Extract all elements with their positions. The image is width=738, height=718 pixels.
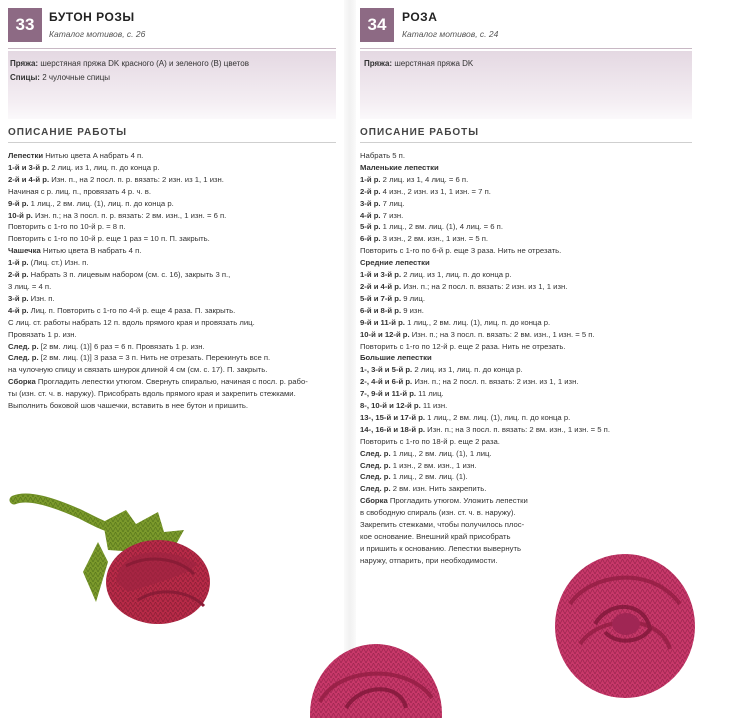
instruction-row-label: След. р.	[8, 341, 39, 351]
materials-panel	[8, 51, 336, 119]
instruction-row-label: 1-й и 3-й р.	[8, 162, 50, 172]
instruction-line	[360, 471, 610, 483]
instruction-line	[8, 341, 308, 353]
section-heading: ОПИСАНИЕ РАБОТЫ	[360, 127, 480, 138]
instruction-row-text: 1 лиц., 2 вм. лиц. (1).	[390, 472, 468, 482]
instruction-line	[360, 460, 610, 472]
instruction-row-label: 6-й р.	[360, 234, 381, 244]
instruction-line	[360, 507, 610, 519]
instruction-row-text: 2 вм. изн. Нить закрепить.	[390, 484, 487, 494]
instruction-row-label: 4-й р.	[8, 305, 29, 315]
instruction-row-label: Лепестки	[8, 151, 44, 160]
rose-photo-partial	[306, 638, 446, 718]
instruction-row-text: Набрать 5 п.	[360, 151, 405, 160]
instruction-line	[360, 364, 610, 376]
book-gutter	[344, 0, 356, 718]
instruction-row-text: 1 лиц., 2 вм. лиц. (1), лиц. п. до конца р.	[425, 412, 571, 422]
instruction-row-text: Нитью цвета A набрать 4 п.	[43, 151, 144, 160]
instruction-row-label: 9-й и 11-й р.	[360, 317, 405, 327]
section-divider	[8, 142, 336, 143]
pattern-number: 33	[15, 15, 35, 34]
instruction-row-text: 11 изн.	[420, 401, 448, 411]
instruction-row-label: 7-, 9-й и 11-й р.	[360, 389, 417, 399]
instruction-row-label: 10-й р.	[8, 210, 33, 220]
instruction-row-text: 3 изн., 2 вм. изн., 1 изн. = 5 п.	[380, 234, 489, 244]
instruction-row-text: [2 вм. лиц. (1)] 6 раз = 6 п. Провязать 1 р. изн.	[38, 341, 205, 351]
instruction-row-text: 2 лиц. из 1, лиц. п. до конца р.	[412, 365, 523, 375]
instruction-row-label: 2-й р.	[8, 270, 29, 280]
instruction-row-text: и пришить к основанию. Лепестки вывернуть	[360, 543, 521, 553]
instruction-line	[8, 376, 308, 388]
instruction-row-text: 9 изн.	[401, 305, 424, 315]
instruction-row-text: на чулочную спицу и связать шнурок длиной 4 см (см. с. 17). П. закрыть.	[8, 365, 268, 375]
instruction-row-label: 10-й и 12-й р.	[360, 329, 410, 339]
instruction-line	[360, 269, 610, 281]
instruction-row-text: [2 вм. лиц. (1)] 3 раза = 3 п. Нить не отрезать. Перекинуть все п.	[38, 353, 271, 363]
instruction-line	[360, 162, 610, 174]
instruction-line	[360, 412, 610, 424]
instruction-line	[360, 210, 610, 222]
instruction-row-text: 2 лиц. из 1, лиц. п. до конца р.	[49, 162, 160, 172]
instruction-row-label: Средние лепестки	[360, 258, 430, 268]
instruction-line	[8, 281, 308, 293]
instruction-row-label: Сборка	[360, 496, 388, 506]
materials-panel	[360, 51, 692, 119]
instruction-line	[360, 150, 610, 162]
instruction-line	[360, 376, 610, 388]
instruction-line	[8, 400, 308, 412]
instruction-line	[360, 293, 610, 305]
instruction-line	[360, 317, 610, 329]
instruction-row-text: 1 лиц., 2 вм. лиц. (1), 4 лиц. = 6 п.	[380, 222, 503, 232]
instruction-row-label: 3-й р.	[360, 198, 381, 208]
instruction-row-text: (Лиц. ст.) Изн. п.	[28, 258, 89, 268]
instruction-row-text: Повторить с 1-го по 10-й р. еще 1 раз = 10 п. П. закрыть.	[8, 234, 210, 244]
pattern-number-badge	[360, 8, 394, 42]
instruction-line	[360, 257, 610, 269]
instruction-row-text: 1 лиц., 2 вм. лиц. (1), лиц. п. до конца р.	[28, 198, 174, 208]
instruction-line	[8, 269, 308, 281]
instruction-row-text: 9 лиц.	[401, 293, 425, 303]
instruction-row-text: Изн. п., на 2 посл. п. р. вязать: 2 изн. из 1, 1 изн.	[49, 174, 224, 184]
pattern-number-badge	[8, 8, 42, 42]
instruction-line	[360, 483, 610, 495]
instructions-text	[8, 150, 308, 412]
instruction-row-text: Изн. п.; на 2 посл. п. вязать: 2 изн. из 1, 1 изн.	[412, 377, 579, 387]
instruction-row-label: 13-, 15-й и 17-й р.	[360, 412, 426, 422]
instruction-row-label: 5-й р.	[360, 222, 381, 232]
instruction-row-text: Прогладить утюгом. Уложить лепестки	[387, 496, 528, 506]
instruction-row-text: Повторить с 1-го по 10-й р. = 8 п.	[8, 222, 126, 232]
instruction-line	[8, 388, 308, 400]
instruction-row-label: След. р.	[360, 448, 391, 458]
instruction-row-text: Изн. п.	[28, 293, 55, 303]
instruction-row-text: Повторить с 1-го по 18-й р. еще 2 раза.	[360, 436, 500, 446]
instruction-line	[360, 281, 610, 293]
rose-photo	[550, 544, 700, 704]
instruction-row-label: 3-й р.	[8, 293, 29, 303]
instruction-row-label: След. р.	[360, 472, 391, 482]
instruction-row-label: 9-й р.	[8, 198, 29, 208]
needles-spec: Спицы: 2 чулочные спицы	[10, 73, 111, 82]
instruction-row-label: След. р.	[360, 484, 391, 494]
instruction-line	[8, 186, 308, 198]
instruction-row-text: Начиная с р. лиц. п., провязать 4 р. ч. в.	[8, 186, 151, 196]
instruction-row-label: 2-й и 4-й р.	[360, 281, 402, 291]
instruction-line	[360, 198, 610, 210]
instruction-line	[8, 210, 308, 222]
instruction-row-text: Нитью цвета B набрать 4 п.	[40, 246, 142, 256]
instruction-line	[360, 186, 610, 198]
instruction-line	[8, 198, 308, 210]
instruction-row-label: 1-, 3-й и 5-й р.	[360, 365, 413, 375]
instruction-line	[8, 364, 308, 376]
instruction-line	[8, 245, 308, 257]
instruction-row-label: 5-й и 7-й р.	[360, 293, 402, 303]
instruction-row-text: Изн. п.; на 3 посл. п. вязать: 2 вм. изн., 1 изн. = 5 п.	[425, 424, 610, 434]
instruction-row-text: 2 лиц. из 1, лиц. п. до конца р.	[401, 270, 512, 280]
instruction-line	[8, 293, 308, 305]
instruction-line	[360, 424, 610, 436]
instruction-line	[8, 305, 308, 317]
instruction-row-text: Изн. п.; на 2 посл. п. вязать: 2 изн. из 1, 1 изн.	[401, 281, 568, 291]
yarn-spec: Пряжа: шерстяная пряжа DK красного (A) и зеленого (B) цветов	[10, 59, 249, 68]
instruction-row-text: С лиц. ст. работы набрать 12 п. вдоль прямого края и провязать лиц.	[8, 317, 255, 327]
instruction-row-text: 4 изн., 2 изн. из 1, 1 изн. = 7 п.	[380, 186, 491, 196]
section-heading: ОПИСАНИЕ РАБОТЫ	[8, 127, 128, 138]
instruction-row-label: Большие лепестки	[360, 353, 432, 363]
instruction-line	[360, 448, 610, 460]
instruction-row-label: 1-й р.	[360, 174, 381, 184]
yarn-spec: Пряжа: шерстяная пряжа DK	[364, 59, 474, 68]
rosebud-photo	[8, 482, 218, 637]
instruction-row-text: Провязать 1 р. изн.	[8, 329, 77, 339]
instruction-line	[360, 519, 610, 531]
section-divider	[360, 142, 692, 143]
instruction-row-text: 2 лиц. из 1, 4 лиц. = 6 п.	[380, 174, 469, 184]
pattern-title: РОЗА	[402, 10, 438, 24]
instruction-row-label: 1-й р.	[8, 258, 29, 268]
header-divider	[360, 48, 692, 49]
instruction-line	[8, 162, 308, 174]
instruction-row-text: наружу, отпарить, при необходимости.	[360, 555, 498, 565]
instruction-row-label: 6-й и 8-й р.	[360, 305, 402, 315]
instruction-row-label: Маленькие лепестки	[360, 162, 439, 172]
instruction-row-text: 7 лиц.	[380, 198, 405, 208]
instruction-row-text: Изн. п.; на 3 посл. п. вязать: 2 вм. изн., 1 изн. = 5 п.	[409, 329, 595, 339]
instruction-row-text: Выполнить боковой шов чашечки, вставить в нее бутон и пришить.	[8, 401, 248, 411]
instruction-line	[360, 388, 610, 400]
instruction-row-text: 1 изн., 2 вм. изн., 1 изн.	[390, 460, 477, 470]
instruction-row-text: Повторить с 1-го по 12-й р. еще 2 раза. Нить не отрезать.	[360, 341, 566, 351]
instruction-line	[360, 233, 610, 245]
instruction-line	[8, 233, 308, 245]
instruction-row-text: 7 изн.	[380, 210, 404, 220]
instruction-row-label: 14-, 16-й и 18-й р.	[360, 424, 426, 434]
instruction-line	[360, 305, 610, 317]
catalog-reference: Каталог мотивов, с. 26	[49, 29, 146, 39]
instruction-row-text: кое основание. Внешний край присобрать	[360, 532, 511, 541]
instruction-row-text: Лиц. п. Повторить с 1-го по 4-й р. еще 4 раза. П. закрыть.	[28, 305, 236, 315]
instruction-line	[8, 329, 308, 341]
pattern-title: БУТОН РОЗЫ	[49, 10, 135, 24]
instruction-row-label: Сборка	[8, 377, 36, 387]
instruction-row-label: 4-й р.	[360, 210, 381, 220]
instructions-text	[360, 150, 610, 567]
instruction-row-label: 2-й р.	[360, 186, 381, 196]
instruction-line	[360, 245, 610, 257]
instruction-row-text: ты (изн. ст. ч. в. наружу). Присобрать вдоль прямого края и закрепить стежками.	[8, 389, 296, 399]
instruction-row-text: Прогладить лепестки утюгом. Свернуть спиралью, начиная с посл. р. рабо-	[35, 377, 308, 387]
instruction-line	[360, 400, 610, 412]
instruction-line	[8, 352, 308, 364]
instruction-row-text: в свободную спираль (изн. ст. ч. в. наружу).	[360, 508, 516, 518]
instruction-line	[360, 341, 610, 353]
instruction-line	[8, 317, 308, 329]
instruction-line	[360, 436, 610, 448]
instruction-row-label: 8-, 10-й и 12-й р.	[360, 401, 421, 411]
instruction-row-label: 2-й и 4-й р.	[8, 174, 50, 184]
instruction-row-text: Закрепить стежками, чтобы получилось плос-	[360, 520, 525, 530]
instruction-line	[8, 221, 308, 233]
instruction-row-label: След. р.	[8, 353, 39, 363]
instruction-row-text: 1 лиц., 2 вм. лиц. (1), 1 лиц.	[390, 448, 492, 458]
instruction-row-text: Изн. п.; на 3 посл. п. р. вязать: 2 вм. изн., 1 изн. = 6 п.	[32, 210, 227, 220]
instruction-line	[8, 150, 308, 162]
catalog-reference: Каталог мотивов, с. 24	[402, 29, 499, 39]
instruction-line	[360, 495, 610, 507]
instruction-row-text: Повторить с 1-го по 6-й р. еще 3 раза. Нить не отрезать.	[360, 246, 562, 256]
instruction-line	[360, 174, 610, 186]
instruction-line	[8, 174, 308, 186]
instruction-row-label: 1-й и 3-й р.	[360, 270, 402, 280]
instruction-row-text: 3 лиц. = 4 п.	[8, 281, 52, 291]
instruction-line	[8, 257, 308, 269]
instruction-line	[360, 531, 610, 543]
pattern-number: 34	[367, 15, 387, 34]
instruction-row-label: Чашечка	[8, 246, 41, 256]
instruction-row-label: След. р.	[360, 460, 391, 470]
instruction-row-text: Набрать 3 п. лицевым набором (см. с. 16), закрыть 3 п.,	[28, 270, 231, 280]
instruction-row-label: 2-, 4-й и 6-й р.	[360, 377, 413, 387]
instruction-row-text: 1 лиц., 2 вм. лиц. (1), лиц. п. до конца р.	[404, 317, 551, 327]
instruction-line	[360, 221, 610, 233]
header-divider	[8, 48, 336, 49]
instruction-line	[360, 352, 610, 364]
instruction-line	[360, 329, 610, 341]
instruction-row-text: 11 лиц.	[416, 389, 444, 399]
